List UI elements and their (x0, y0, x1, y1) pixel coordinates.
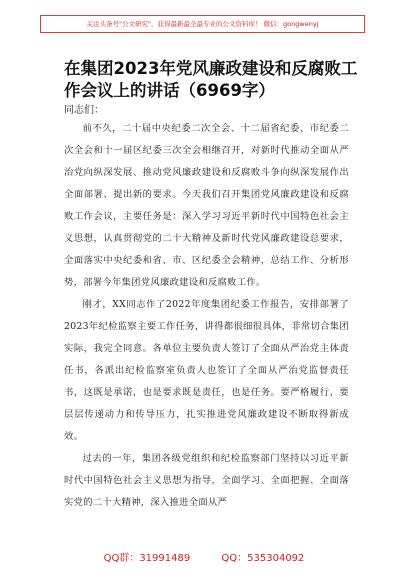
paragraph: 前不久，二十届中央纪委二次全会、十二届省纪委、市纪委二次全会和十一届区纪委三次全会相继召开，对新时代推动全面从严治党向纵深发展、推动党风廉政建设和反腐败斗争向纵深发展作出全面部署、提出新的要求。今天我们召开集团党风廉政建设和反腐败工作会议，主要任务是：深入学习习近平新时代中国特色社会主义思想，认真贯彻党的二十大精神及新时代党风廉政建设总要求，全面落实中央纪委和省、市、区纪委全会精神，总结工作、分析形势，部署今年集团党风廉政建设和反腐败工作。 (64, 123, 349, 288)
qq-group-number: QQ群：31991489 (103, 553, 191, 564)
greeting: 同志们： (64, 105, 104, 116)
paragraph: 刚才，XX同志作了2022年度集团纪委工作报告，安排部署了2023年纪检监察主要工作任务，讲得都很细很具体，非常切合集团实际，我完全同意。各单位主要负责人签订了全面从严治党主体责任书，各派出纪检监察室负责人也签订了全面从严治党监督责任书，这既是承诺，也是要求既是责任，也是任务。要严格履行，要层层传递动力和传导压力，扎实推进党风廉政建设不断取得新成效。 (64, 299, 349, 442)
paragraph: 过去的一年，集团各级党组织和纪检监察部门坚持以习近平新时代中国特色社会主义思想为指导，全面学习、全面把握、全面落实党的二十大精神，深入推进全面从严 (64, 453, 349, 508)
promo-banner: 关注头条号"公文研究"，获得最新最全最专业的公文资料库！ 微信：gongwenyj (40, 15, 365, 33)
document-body (64, 118, 349, 514)
document-title: 在集团2023年党风廉政建设和反腐败工作会议上的讲话（6969字） (64, 59, 358, 100)
contact-footer (0, 552, 408, 566)
qq-number: QQ：535304092 (221, 553, 305, 564)
